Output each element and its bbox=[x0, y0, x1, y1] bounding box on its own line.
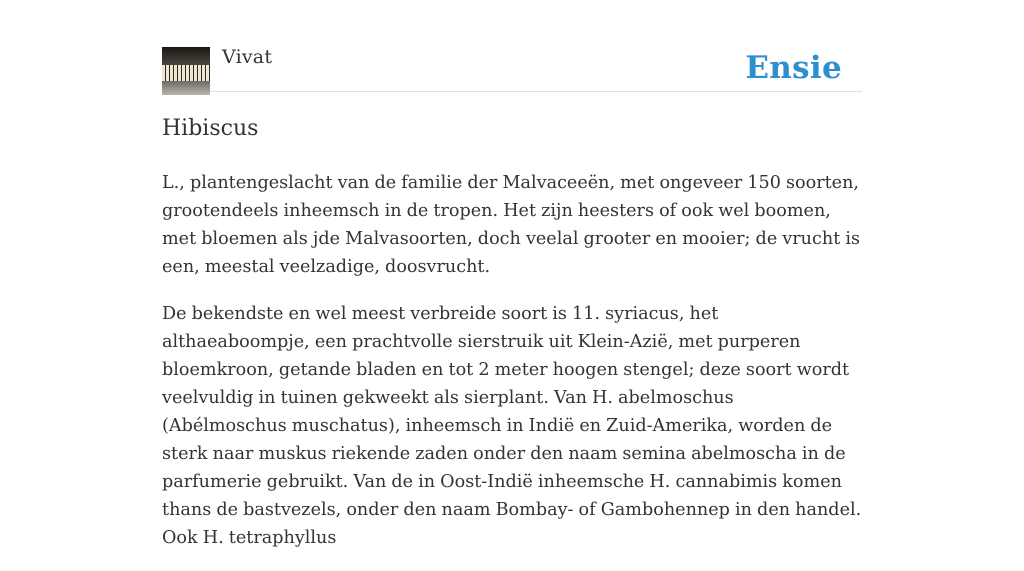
header bbox=[162, 0, 862, 92]
avatar-image-top bbox=[162, 47, 210, 65]
author-name[interactable]: Vivat bbox=[222, 46, 273, 68]
avatar-image-bottom bbox=[162, 81, 210, 95]
article-title: Hibiscus bbox=[162, 116, 259, 141]
article-paragraph: L., plantengeslacht van de familie der Malvaceeën, met ongeveer 150 soorten, grootendeels inheemsch in de tropen. Het zijn heesters of ook wel boomen, met bloemen als jde Malvasoorten, doch veelal grooter en mooier; de vrucht is een, meestal veelzadige, doosvrucht. bbox=[162, 173, 861, 277]
author-avatar[interactable] bbox=[162, 47, 210, 95]
article-paragraph: De bekendste en wel meest verbreide soort is 11. syriacus, het althaeaboompje, een prachtvolle sierstruik uit Klein-Azië, met purperen bloemkroon, getande bladen en tot 2 meter hoogen stengel; deze soort wordt veelvuldig in tuinen gekweekt als sierplant. Van H. abelmoschus (Abélmoschus muschatus), inheemsch in Indië en Zuid-Amerika, worden de sterk naar muskus riekende zaden onder den naam semina abelmoscha in de parfumerie gebruikt. Van de in Oost-Indië inheemsche H. cannabimis komen thans de bastvezels, onder den naam Bombay- of Gambohennep in den handel. Ook H. tetraphyllus bbox=[162, 304, 862, 548]
avatar-image-books bbox=[162, 65, 210, 81]
article-body bbox=[162, 169, 862, 571]
page bbox=[162, 0, 862, 548]
brand-logo[interactable]: Ensie bbox=[745, 50, 842, 86]
